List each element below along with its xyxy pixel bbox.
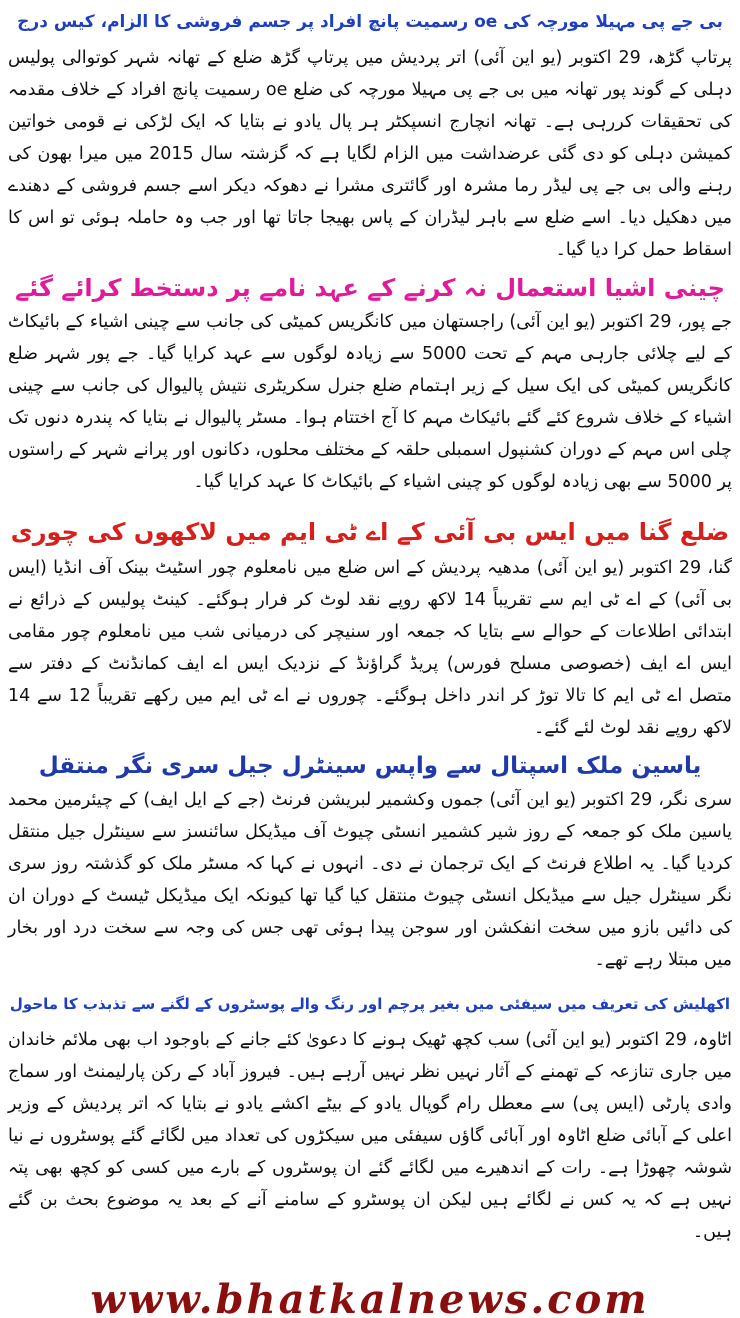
article-body: اٹاوہ، 29 اکتوبر (یو این آئی) سب کچھ ٹھیک ہونے کا دعویٰ کئے جانے کے باوجود اب بھی ملائم خاندان میں جاری تنازعہ کے تھمنے کے آثار نہیں نظر نہیں آرہے ہیں۔ فیروز آباد کے رکن پارلیمنٹ اور سماج وادی پارٹی (ایس پی) سے معطل رام گوپال یادو کے بیٹے اکشے یادو نے بتایا کہ اتر پردیش کے وزیر اعلی کے آبائی ضلع اٹاوہ اور آبائی گاؤں سیفئی میں سیکڑوں کی تعداد میں لگائے گئے پوسٹروں نے نیا شوشہ چھوڑا ہے۔ رات کے اندھیرے میں لگائے گئے ان پوسٹروں کے بارے میں کسی کو کچھ بھی پتہ نہیں ہے کہ یہ کس نے لگائے ہیں لیکن ان پوسٹرو کے سامنے آنے کے بعد یہ موضوع بحث بن گئے ہیں۔ [8, 1030, 732, 1242]
article-body: گنا، 29 اکتوبر (یو این آئی) مدھیہ پردیش کے اس ضلع میں نامعلوم چور اسٹیٹ بینک آف انڈیا (ایس بی آئی) کے اے ٹی ایم سے تقریباً 14 لاکھ روپے نقد لوٹ کر فرار ہوگئے۔ کینٹ پولیس کے ذرائع نے ابتدائی اطلاعات کے حوالے سے بتایا کہ جمعہ اور سنیچر کی درمیانی شب میں نامعلوم چور مقامی ایس اے ایف (خصوصی مسلح فورس) پریڈ گراؤنڈ کے نزدیک ایس اے ایف کمانڈنٹ کے دفتر سے متصل اے ٹی ایم کا تالا توڑ کر اندر داخل ہوگئے۔ چوروں نے اے ٹی ایم میں رکھے تقریباً 12 سے 14 لاکھ روپے نقد لوٹ لئے گئے۔ [8, 558, 733, 738]
headline: یاسین ملک اسپتال سے واپس سینٹرل جیل سری نگر منتقل [38, 753, 702, 779]
headline: اکھلیش کی تعریف میں سیفئی میں بغیر پرچم اور رنگ والے پوسٹروں کے لگنے سے تذبذب کا ماحول [9, 995, 731, 1013]
article-body: جے پور، 29 اکتوبر (یو این آئی) راجستھان میں کانگریس کمیٹی کی جانب سے چینی اشیاء کے بائیکاٹ کے لیے چلائی جارہی مہم کے تحت 5000 سے زیادہ لوگوں سے عہد کرایا گیا۔ جے پور شہر ضلع کانگریس کمیٹی کی ایک سیل کے زیر اہتمام ضلع جنرل سکریٹری نتیش پالیوال کی جانب سے چینی اشیاء کے خلاف شروع کئے گئے بائیکاٹ مہم کا آج اختتام ہوا۔ مسٹر پالیوال نے بتایا کہ پندرہ دنوں تک چلی اس مہم کے دوران کشنپول اسمبلی حلقہ کے مختلف محلوں، دکانوں اور پرانے شہر کے راستوں پر 5000 سے بھی زیادہ لوگوں کو چینی اشیاء کے بائیکاٹ کا عہد کرایا گیا۔ [8, 312, 732, 492]
newspaper-page [0, 2, 740, 1318]
article-bjp-mahila-morcha [8, 2, 732, 266]
article-chinese-goods-pledge [8, 270, 732, 498]
article-guna-atm-theft [8, 512, 732, 744]
headline: چینی اشیا استعمال نہ کرنے کے عہد نامے پر دستخط کرائے گئے [15, 274, 725, 302]
headline: ضلع گنا میں ایس بی آئی کے اے ٹی ایم میں لاکھوں کی چوری [10, 518, 730, 546]
headline: بی جے پی مہیلا مورچہ کی oe رسمیت پانچ افراد پر جسم فروشی کا الزام، کیس درج [17, 12, 723, 32]
article-yasin-malik [8, 748, 732, 976]
site-watermark: www.bhatkalnews.com [90, 1282, 650, 1318]
article-body: سری نگر، 29 اکتوبر (یو این آئی) جموں وکشمیر لبریشن فرنٹ (جے کے ایل ایف) کے چیئرمین محمد یاسین ملک کو جمعہ کے روز شیر کشمیر انسٹی چیوٹ آف میڈیکل سائنسز سے سینٹرل جیل منتقل کردیا گیا۔ یہ اطلاع فرنٹ کے ایک ترجمان نے دی۔ انہوں نے کہا کہ مسٹر ملک کو گذشتہ روز سری نگر سینٹرل جیل سے میڈیکل انسٹی چیوٹ منتقل کیا گیا تھا کیونکہ ایک میڈیکل ٹیسٹ کے دوران ان کی دائیں بازو میں سخت انفکشن اور سوجن پیدا ہوئی تھی جس کی وجہ سے سخت درد اور بخار میں مبتلا رہے تھے۔ [8, 790, 733, 970]
article-body: پرتاپ گڑھ، 29 اکتوبر (یو این آئی) اتر پردیش میں پرتاپ گڑھ ضلع کے تھانہ شہر کوتوالی پولیس دہلی کے گوند پور تھانہ میں بی جے پی مہیلا مورچہ کی ضلع oe رسمیت پانچ افراد کے خلاف مقدمہ کی تحقیقات کررہی ہے۔ تھانہ انچارج انسپکٹر ہر پال یادو نے بتایا کہ ایک لڑکی نے قومی خواتین کمیشن دہلی کو دی گئی عرضداشت میں الزام لگایا ہے کہ گزشتہ سال 2015 میں میرا بھون کی رہنے والی بی جے پی لیڈر رما مشرہ اور گائتری مشرا نے دھوکہ دیکر اسے جسم فروشی کے دھندے میں دھکیل دیا۔ اسے ضلع سے باہر لیڈران کے پاس بھیجا جاتا تھا اور جب وہ حاملہ ہوئی تو اس کا اسقاط حمل کرا دیا گیا۔ [8, 48, 732, 260]
article-akhilesh-posters [8, 984, 732, 1248]
